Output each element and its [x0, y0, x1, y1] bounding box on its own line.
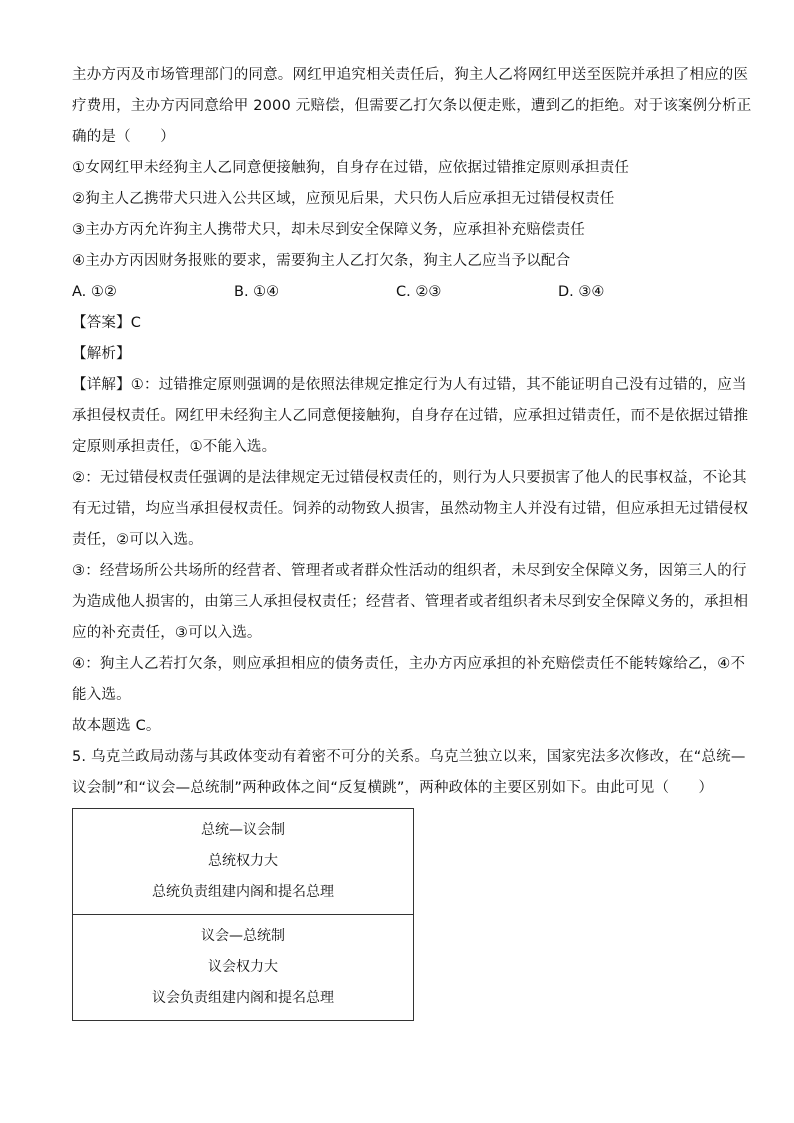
conclusion-line: 故本题选 C。 [72, 718, 161, 734]
question-5 [72, 742, 746, 804]
question-stem [72, 60, 752, 277]
statement-1: ①女网红甲未经狗主人乙同意便接触狗，自身存在过错，应依据过错推定原则承担责任 [72, 160, 630, 176]
explanation-line: 责任，②可以入选。 [72, 532, 203, 548]
cell-line: 总统负责组建内阁和提名总理 [152, 884, 334, 900]
table-cell-presidential [73, 809, 414, 915]
cell-heading: 议会—总统制 [201, 928, 285, 944]
explanation [72, 370, 749, 742]
explanation-line: 为造成他人损害的，由第三人承担侵权责任；经营者、管理者或者组织者未尽到安全保障义务的，承担相 [72, 594, 749, 610]
explanation-line: 定原则承担责任，①不能入选。 [72, 439, 277, 455]
statement-2: ②狗主人乙携带犬只进入公共区域，应预见后果，犬只伤人后应承担无过错侵权责任 [72, 191, 615, 207]
explanation-line: 承担侵权责任。网红甲未经狗主人乙同意便接触狗，自身存在过错，应承担过错责任，而不是依据过错推 [72, 408, 749, 424]
statement-3: ③主办方丙允许狗主人携带犬只，却未尽到安全保障义务，应承担补充赔偿责任 [72, 222, 585, 238]
text-line: 确的是（ ） [72, 129, 175, 145]
table-row [73, 809, 414, 915]
table-row [73, 915, 414, 1021]
table-cell-parliamentary [73, 915, 414, 1021]
cell-line: 总统权力大 [208, 853, 278, 869]
analysis-title: 【解析】 [72, 346, 131, 362]
text-line: 主办方丙及市场管理部门的同意。网红甲追究相关责任后，狗主人乙将网红甲送至医院并承担了相应的医 [72, 67, 749, 83]
question-5-line: 议会制”和“议会—总统制”两种政体之间“反复横跳”，两种政体的主要区别如下。由此可见（ ） [72, 780, 714, 796]
answer-options [72, 277, 722, 308]
explanation-line: ④：狗主人乙若打欠条，则应承担相应的债务责任，主办方丙应承担的补充赔偿责任不能转嫁给乙，④不 [72, 656, 746, 672]
cell-line: 议会负责组建内阁和提名总理 [152, 990, 334, 1006]
explanation-line: 能入选。 [72, 687, 131, 703]
text-line: 疗费用，主办方丙同意给甲 2000 元赔偿，但需要乙打欠条以便走账，遭到乙的拒绝。对于该案例分析正 [72, 98, 752, 114]
cell-line: 议会权力大 [208, 959, 278, 975]
option-a: A. ①② [72, 284, 117, 300]
explanation-line: 【详解】①：过错推定原则强调的是依照法律规定推定行为人有过错，其不能证明自己没有过错的，应当 [72, 377, 747, 393]
statement-4: ④主办方丙因财务报账的要求，需要狗主人乙打欠条，狗主人乙应当予以配合 [72, 253, 571, 269]
option-d: D. ③④ [558, 284, 605, 300]
comparison-table [72, 808, 414, 1021]
explanation-line: ②：无过错侵权责任强调的是法律规定无过错侵权责任的，则行为人只要损害了他人的民事权益，不论其 [72, 470, 747, 486]
question-5-line: 5. 乌克兰政局动荡与其政体变动有着密不可分的关系。乌克兰独立以来，国家宪法多次修改，在“总统— [72, 749, 746, 765]
option-c: C. ②③ [396, 284, 442, 300]
cell-heading: 总统—议会制 [201, 822, 285, 838]
answer-line: 【答案】C [72, 315, 142, 331]
document-page [72, 60, 752, 1021]
explanation-line: 应的补充责任，③可以入选。 [72, 625, 262, 641]
explanation-line: 有无过错，均应当承担侵权责任。饲养的动物致人损害，虽然动物主人并没有过错，但应承担无过错侵权 [72, 501, 749, 517]
option-b: B. ①④ [234, 284, 280, 300]
explanation-line: ③：经营场所公共场所的经营者、管理者或者群众性活动的组织者，未尽到安全保障义务，因第三人的行 [72, 563, 747, 579]
